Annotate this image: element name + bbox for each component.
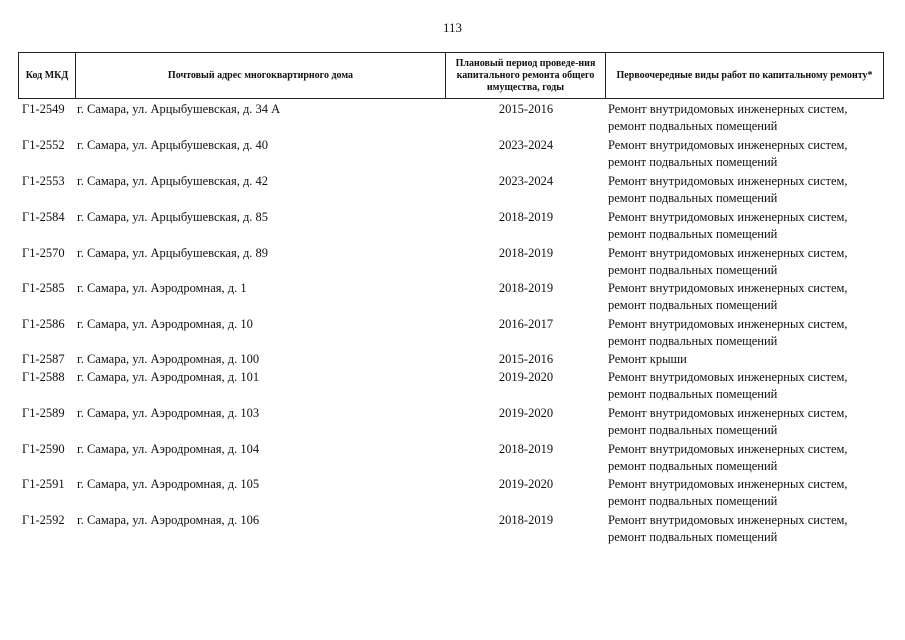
row-address: г. Самара, ул. Арцыбушевская, д. 42 — [77, 174, 269, 188]
row-address: г. Самара, ул. Аэродромная, д. 103 — [77, 406, 260, 420]
row-address: г. Самара, ул. Аэродромная, д. 106 — [77, 513, 260, 527]
row-works: Ремонт внутридомовых инженерных систем, ремонт подвальных помещений — [608, 370, 848, 401]
row-address: г. Самара, ул. Арцыбушевская, д. 40 — [77, 138, 269, 152]
row-address: г. Самара, ул. Аэродромная, д. 100 — [77, 352, 260, 366]
row-address: г. Самара, ул. Аэродромная, д. 105 — [77, 477, 260, 491]
row-works: Ремонт внутридомовых инженерных систем, ремонт подвальных помещений — [608, 513, 848, 544]
header-address: Почтовый адрес многоквартирного дома — [76, 53, 446, 98]
row-works: Ремонт внутридомовых инженерных систем, ремонт подвальных помещений — [608, 174, 848, 205]
row-period: 2015-2016 — [498, 102, 554, 116]
row-works: Ремонт внутридомовых инженерных систем, ремонт подвальных помещений — [608, 102, 848, 133]
row-code: Г1-2591 — [22, 477, 65, 491]
row-works: Ремонт внутридомовых инженерных систем, ремонт подвальных помещений — [608, 317, 848, 348]
row-works: Ремонт внутридомовых инженерных систем, ремонт подвальных помещений — [608, 406, 848, 437]
row-works: Ремонт внутридомовых инженерных систем, ремонт подвальных помещений — [608, 210, 848, 241]
row-period: 2018-2019 — [498, 246, 554, 260]
row-address: г. Самара, ул. Арцыбушевская, д. 85 — [77, 210, 269, 224]
row-period: 2015-2016 — [498, 352, 554, 366]
row-period: 2018-2019 — [498, 513, 554, 527]
row-works: Ремонт крыши — [608, 352, 687, 366]
row-works: Ремонт внутридомовых инженерных систем, ремонт подвальных помещений — [608, 442, 848, 473]
row-works: Ремонт внутридомовых инженерных систем, ремонт подвальных помещений — [608, 138, 848, 169]
row-code: Г1-2585 — [22, 281, 65, 295]
row-code: Г1-2549 — [22, 102, 65, 116]
row-works: Ремонт внутридомовых инженерных систем, ремонт подвальных помещений — [608, 477, 848, 508]
row-code: Г1-2584 — [22, 210, 65, 224]
row-address: г. Самара, ул. Аэродромная, д. 104 — [77, 442, 260, 456]
table-header — [18, 52, 884, 99]
row-address: г. Самара, ул. Аэродромная, д. 10 — [77, 317, 253, 331]
row-address: г. Самара, ул. Аэродромная, д. 1 — [77, 281, 247, 295]
row-code: Г1-2586 — [22, 317, 65, 331]
row-period: 2019-2020 — [498, 406, 554, 420]
row-code: Г1-2570 — [22, 246, 65, 260]
row-code: Г1-2588 — [22, 370, 65, 384]
row-code: Г1-2587 — [22, 352, 65, 366]
row-address: г. Самара, ул. Арцыбушевская, д. 34 А — [77, 102, 281, 116]
header-works: Первоочередные виды работ по капитальному ремонту* — [616, 69, 873, 81]
row-period: 2018-2019 — [498, 442, 554, 456]
row-address: г. Самара, ул. Аэродромная, д. 101 — [77, 370, 260, 384]
header-code: Код МКД — [19, 53, 76, 98]
row-period: 2019-2020 — [498, 477, 554, 491]
row-period: 2023-2024 — [498, 138, 554, 152]
header-period: Плановый период проведе-ния капитального ремонта общего имущества, годы — [446, 53, 606, 98]
row-works: Ремонт внутридомовых инженерных систем, ремонт подвальных помещений — [608, 246, 848, 277]
row-code: Г1-2553 — [22, 174, 65, 188]
row-address: г. Самара, ул. Арцыбушевская, д. 89 — [77, 246, 269, 260]
row-period: 2019-2020 — [498, 370, 554, 384]
row-period: 2023-2024 — [498, 174, 554, 188]
row-code: Г1-2552 — [22, 138, 65, 152]
row-period: 2016-2017 — [498, 317, 554, 331]
row-code: Г1-2590 — [22, 442, 65, 456]
row-period: 2018-2019 — [498, 281, 554, 295]
row-works: Ремонт внутридомовых инженерных систем, ремонт подвальных помещений — [608, 281, 848, 312]
page-number: 113 — [442, 20, 463, 35]
row-code: Г1-2592 — [22, 513, 65, 527]
row-code: Г1-2589 — [22, 406, 65, 420]
row-period: 2018-2019 — [498, 210, 554, 224]
